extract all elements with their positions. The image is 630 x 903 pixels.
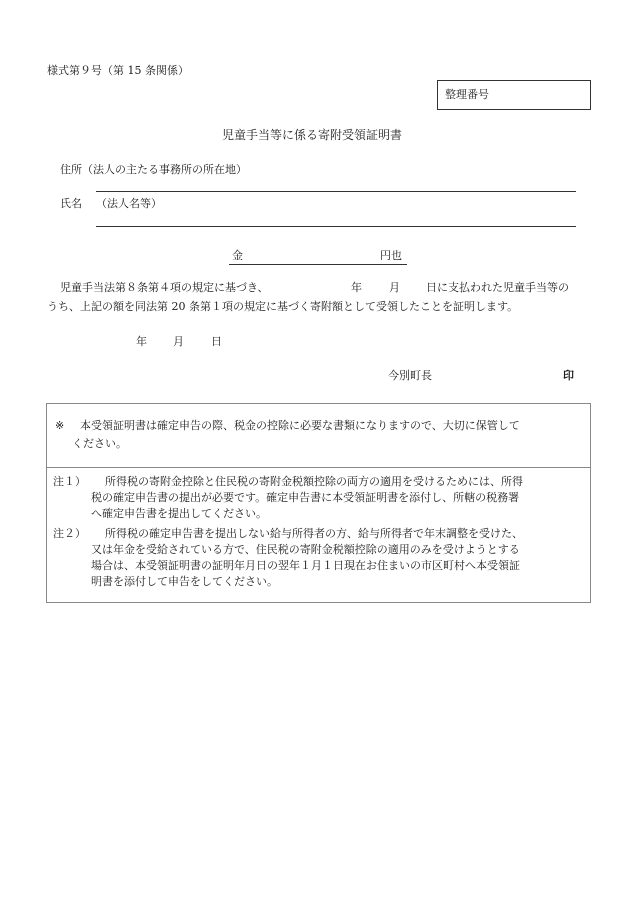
form-number-label: 様式第９号（第 15 条関係） <box>47 64 189 77</box>
issuer-title: 今別町長 <box>388 369 432 382</box>
note-2-line: 場合は、本受領証明書の証明年月日の翌年１月１日現在お住まいの市区町村へ本受領証 <box>91 559 520 572</box>
issue-date-day: 日 <box>211 335 222 348</box>
address-line <box>96 191 576 192</box>
note-1-text <box>91 474 523 522</box>
body-line-1-start: 児童手当法第８条第４項の規定に基づき、 <box>60 281 269 294</box>
note-1-line: 所得税の寄附金控除と住民税の寄附金税額控除の両方の適用を受けるためには、所得 <box>105 475 523 488</box>
name-label: 氏名 <box>60 197 82 210</box>
name-line <box>96 226 576 227</box>
notice-line-2: ください。 <box>72 437 127 450</box>
address-label: 住所（法人の主たる事務所の所在地） <box>60 163 247 176</box>
notice-mark: ※ <box>55 419 65 432</box>
body-line-2: うち、上記の額を同法第 20 条第１項の規定に基づく寄附額として受領したことを証明します。 <box>47 300 519 313</box>
document-title: 児童手当等に係る寄附受領証明書 <box>222 128 403 142</box>
seal-mark: 印 <box>563 369 574 382</box>
notes-divider <box>47 467 590 468</box>
notice-line-1: 本受領証明書は確定申告の際、税金の控除に必要な書類になりますので、大切に保管して <box>80 419 520 432</box>
note-2-line: 又は年金を受給されている方で、住民税の寄附金税額控除の適用のみを受けようとする <box>91 543 520 556</box>
note-1-line: へ確定申告書を提出してください。 <box>91 507 267 520</box>
reference-number-label: 整理番号 <box>445 88 489 101</box>
notes-box <box>46 403 591 603</box>
reference-number-box <box>437 80 591 110</box>
body-line-1-year: 年 <box>351 281 362 294</box>
body-line-1-month: 月 <box>389 281 400 294</box>
amount-underline <box>229 264 407 265</box>
note-2-line: 所得税の確定申告書を提出しない給与所得者の方、給与所得者で年末調整を受けた、 <box>105 527 523 540</box>
note-1-line: 税の確定申告書の提出が必要です。確定申告書に本受領証明書を添付し、所轄の税務署 <box>91 491 520 504</box>
name-sub-label: （法人名等） <box>96 197 162 210</box>
note-2-text <box>91 526 523 590</box>
note-2-line: 明書を添付して申告をしてください。 <box>91 575 278 588</box>
note-2-label: 注２） <box>53 527 86 540</box>
note-1-label: 注１） <box>53 475 86 488</box>
issue-date-month: 月 <box>173 335 184 348</box>
issue-date-year: 年 <box>136 335 147 348</box>
body-line-1-end: 日に支払われた児童手当等の <box>426 281 569 294</box>
amount-suffix: 円也 <box>380 249 402 262</box>
amount-prefix: 金 <box>232 249 243 262</box>
